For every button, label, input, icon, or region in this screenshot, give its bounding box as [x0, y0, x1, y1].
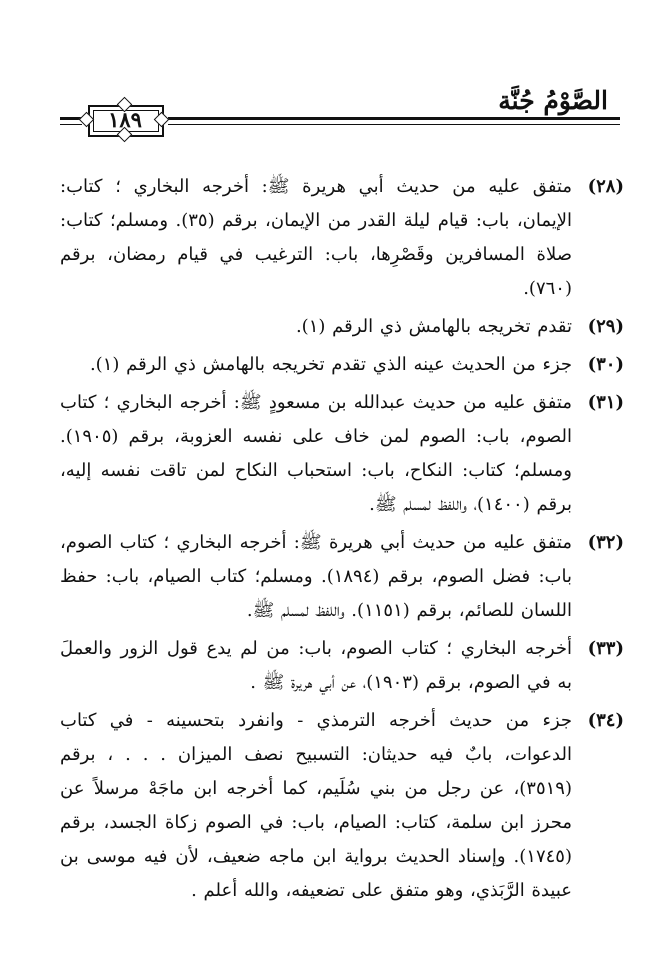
footnote	[60, 632, 624, 700]
header-rule-right-thin	[168, 124, 620, 125]
page-number-frame	[82, 101, 168, 139]
page-number: ١٨٩	[108, 107, 142, 132]
footnotes-list	[60, 170, 624, 912]
footnote-number: (٢٨)	[587, 176, 624, 197]
footnote-text: متفق عليه من حديث عبدالله بن مسعودٍ ﷺ: أخرجه البخاري ؛ كتاب الصوم، باب: الصوم لمن خاف على نفسه العزوبة، برقم (١٩٠٥). ومسلم؛ كتاب: النكاح، باب: استحباب النكاح لمن تاقت نفسه إليه، برقم (١٤٠٠)، واللفظ لمسلم ﷺ.	[60, 392, 572, 515]
footnote-text: تقدم تخريجه بالهامش ذي الرقم (١).	[295, 316, 572, 337]
footnote-number: (٣٤)	[587, 710, 624, 731]
footnote-number: (٢٩)	[587, 316, 624, 337]
footnote	[60, 704, 624, 908]
header-rule-left-thin	[60, 124, 82, 125]
footnote-number: (٣١)	[587, 392, 624, 413]
footnote	[60, 170, 624, 306]
running-title: الصَّوْمُ جُنَّة	[498, 86, 608, 115]
footnote-text: متفق عليه من حديث أبي هريرة ﷺ: أخرجه البخاري ؛ كتاب: الإيمان، باب: قيام ليلة القدر من الإيمان، برقم (٣٥). ومسلم؛ كتاب: صلاة المسافرين وقَصْرِها، باب: الترغيب في قيام رمضان، برقم (٧٦٠).	[60, 176, 573, 299]
footnote-number: (٣٠)	[587, 354, 624, 375]
footnote-text: أخرجه البخاري ؛ كتاب الصوم، باب: من لم يدع قول الزور والعملَ به في الصوم، برقم (١٩٠٣)، عن أبي هريرة ﷺ .	[60, 638, 572, 693]
footnote	[60, 386, 624, 522]
footnote-number: (٣٣)	[587, 638, 624, 659]
footnote	[60, 348, 624, 382]
page-header	[60, 76, 620, 156]
footnote-text: جزء من الحديث عينه الذي تقدم تخريجه بالهامش ذي الرقم (١).	[89, 354, 572, 375]
footnote	[60, 310, 624, 344]
footnote-text: متفق عليه من حديث أبي هريرة ﷺ: أخرجه البخاري ؛ كتاب الصوم، باب: فضل الصوم، برقم (١٨٩٤). ومسلم؛ كتاب الصيام، باب: حفظ اللسان للصائم، برقم (١١٥١). واللفظ لمسلم ﷺ.	[60, 532, 572, 621]
footnote-number: (٣٢)	[587, 532, 624, 553]
header-rule-right-thick	[168, 117, 620, 120]
footnote	[60, 526, 624, 628]
footnote-text: جزء من حديث أخرجه الترمذي - وانفرد بتحسينه - في كتاب الدعوات، بابٌ فيه حديثان: التسبيح نصف الميزان . . . ، برقم (٣٥١٩)، عن رجل من بني سُلَيم، كما أخرجه ابن ماجَهْ مرسلاً عن محرز ابن سلمة، كتاب: الصيام، باب: في الصوم زكاة الجسد، برقم (١٧٤٥). وإسناد الحديث برواية ابن ماجه ضعيف، لأن فيه موسى بن عبيدة الرَّبَذي، وهو متفق على تضعيفه، والله أعلم .	[60, 710, 572, 901]
